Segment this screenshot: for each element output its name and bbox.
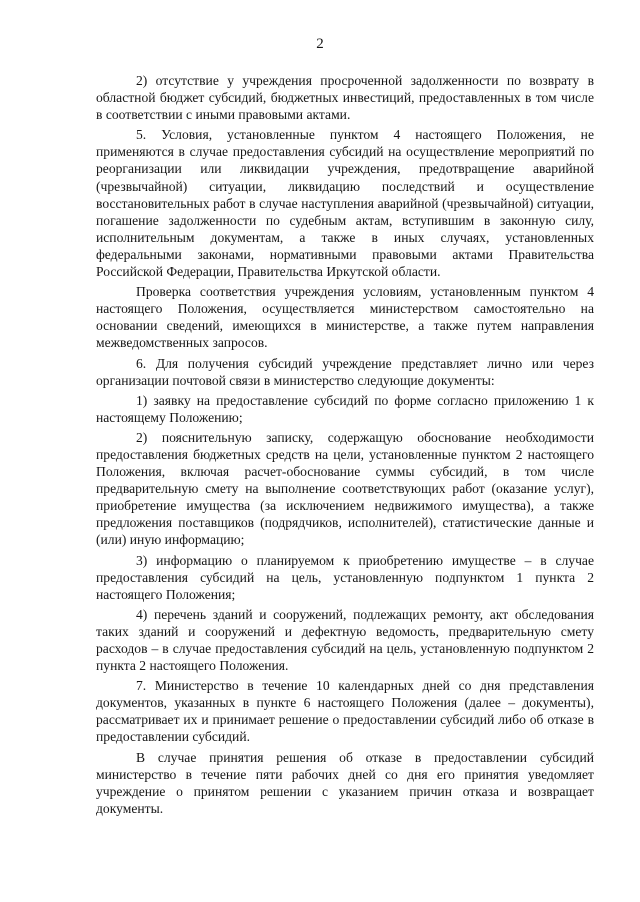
paragraph-doc-4: 4) перечень зданий и сооружений, подлежащих ремонту, акт обследования таких зданий и сооружений и дефектную ведомость, предварительную смету расходов – в случае предоставления субсидий на цель, установленную подпунктом 2 пункта 2 настоящего Положения.	[96, 606, 594, 674]
paragraph-verification: Проверка соответствия учреждения условиям, установленным пунктом 4 настоящего Положения, осуществляется министерством самостоятельно на основании сведений, имеющихся в министерстве, а также путем направления межведомственных запросов.	[96, 284, 594, 351]
paragraph-doc-3: 3) информацию о планируемом к приобретению имуществе – в случае предоставления субсидий на цель, установленную подпунктом 1 пункта 2 настоящего Положения;	[96, 552, 594, 602]
paragraph-item-2: 2) отсутствие у учреждения просроченной задолженности по возврату в областной бюджет субсидий, бюджетных инвестиций, предоставленных в том числе в соответствии с иными правовыми актами.	[96, 73, 594, 123]
paragraph-clause-5: 5. Условия, установленные пунктом 4 настоящего Положения, не применяются в случае предоставления субсидий на осуществление мероприятий по реорганизации или ликвидации учреждения, предотвращение аварийной (чрезвычайной) ситуации, ликвидацию последствий и осуществление восстановительных работ в случае наступления аварийной (чрезвычайной) ситуации, погашение задолженности по судебным актам, вступившим в законную силу, исполнительным документам, а также в иных случаях, установленных федеральными законами, нормативными правовыми актами Правительства Российской Федерации, Правительства Иркутской области.	[96, 127, 594, 280]
document-body	[96, 72, 594, 817]
page-number: 2	[316, 36, 324, 52]
paragraph-refusal: В случае принятия решения об отказе в предоставлении субсидий министерство в течение пяти рабочих дней со дня его принятия уведомляет учреждение о принятом решении с указанием причин отказа и возвращает документы.	[96, 749, 594, 816]
paragraph-clause-6: 6. Для получения субсидий учреждение представляет лично или через организации почтовой связи в министерство следующие документы:	[96, 355, 594, 388]
paragraph-doc-2: 2) пояснительную записку, содержащую обоснование необходимости предоставления бюджетных средств на цели, установленные пунктом 2 настоящего Положения, включая расчет-обоснование суммы субсидий, в том числе предварительную смету на выполнение соответствующих работ (оказание услуг), приобретение имущества (за исключением недвижимого имущества), а также предложения поставщиков (подрядчиков, исполнителей), статистические данные и (или) иную информацию;	[96, 429, 594, 548]
paragraph-clause-7: 7. Министерство в течение 10 календарных дней со дня представления документов, указанных в пункте 6 настоящего Положения (далее – документы), рассматривает их и принимает решение о предоставлении субсидий либо об отказе в предоставлении субсидий.	[96, 678, 594, 745]
paragraph-doc-1: 1) заявку на предоставление субсидий по форме согласно приложению 1 к настоящему Положению;	[96, 392, 594, 425]
